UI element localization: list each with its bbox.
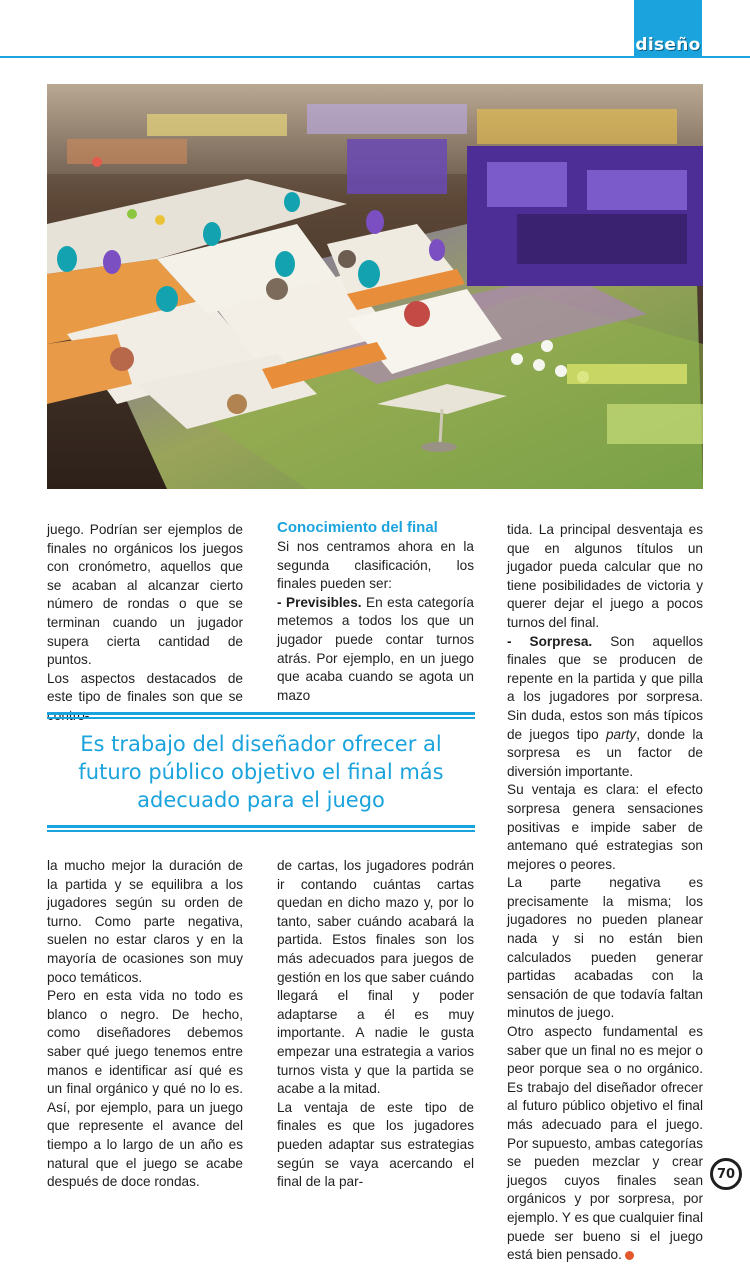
section-heading: Conocimiento del final: [277, 519, 438, 536]
section-tab: [634, 0, 702, 58]
page-number: 70: [710, 1158, 742, 1190]
emphasis: party: [606, 726, 637, 742]
paragraph: [277, 594, 474, 706]
paragraph: - Sorpresa. Son aquellos finales que se producen de repente en la partida y que pilla a los jugadores por sorpresa. Sin duda, estos son más típicos de juegos tipo party, donde la sorpresa es un factor de diversión importante.: [507, 633, 703, 779]
term-label: - Sorpresa.: [507, 633, 593, 649]
paragraph: La ventaja de este tipo de finales es que los jugadores pueden adaptar sus estrategias según se vaya acercando el final de la par-: [277, 1099, 474, 1190]
paragraph: Pero en esta vida no todo es blanco o negro. De hecho, como diseñadores debemos saber qué juego tenemos entre manos e identificar así qué es un final orgánico y qué no lo es. Así, por ejemplo, para un juego que represente el avance del tiempo a lo largo de un año es natural que el juego se acabe después de doce rondas.: [47, 988, 243, 1190]
term-label: - Previsibles.: [277, 594, 362, 610]
column-3: [507, 521, 703, 1265]
paragraph: Su ventaja es clara: el efecto sorpresa genera sensaciones positivas e impide saber de antemano qué estrategias son mejores o peores.: [507, 782, 703, 872]
column-1-bottom: [47, 857, 243, 1192]
paragraph: Otro aspecto fundamental es saber que un final no es mejor o peor porque sea o no orgánico. Es trabajo del diseñador ofrecer al futuro público objetivo el final más adecuado para el juego. Por supuesto, ambas categorías se pueden mezclar y crear juegos cuyos finales sean orgánicos y por sorpresa, por ejemplo. Y es que cualquier final puede ser bueno si el juego está bien pensado.: [507, 1024, 703, 1263]
paragraph: la mucho mejor la duración de la partida y se equilibra a los jugadores según su orden de turno. Como parte negativa, suelen no estar claros y en la mayoría de ocasiones son muy poco temáticos.: [47, 858, 243, 985]
pull-quote-bottom-rule: [47, 825, 475, 832]
column-2-top: [277, 518, 474, 705]
end-of-article-icon: [625, 1251, 634, 1260]
article-photo: [47, 84, 703, 489]
pull-quote-top-rule: [47, 712, 475, 719]
paragraph: Si nos centramos ahora en la segunda clasificación, los finales pueden ser:: [277, 539, 474, 592]
paragraph: La parte negativa es precisamente la misma; los jugadores no pueden planear nada y si no están bien calculados pueden generar partidas acabadas con la sensación de que todavía faltan minutos de juego.: [507, 875, 703, 1021]
paragraph: Los aspectos destacados de este tipo de finales son que se contro-: [47, 670, 243, 723]
pull-quote-text: Es trabajo del diseñador ofrecer al futuro público objetivo el final más adecuado para el juego: [78, 732, 444, 812]
column-2-bottom: [277, 857, 474, 1192]
board-game-illustration: [47, 84, 703, 489]
paragraph: tida. La principal desventaja es que en algunos títulos un jugador pueda calcular que no tiene posibilidades de victoria y querer dejar el juego a pocos turnos del final.: [507, 522, 703, 630]
paragraph: juego. Podrían ser ejemplos de finales no orgánicos los juegos con cronómetro, aquellos que se acaban al alcanzar cierto número de rondas o que se terminan cuando un jugador supera cierta cantidad de puntos.: [47, 522, 243, 668]
column-1-top: [47, 521, 243, 726]
paragraph: de cartas, los jugadores podrán ir contando cuántas cartas quedan en dicho mazo y, por lo tanto, saber cuándo acabará la partida. Estos finales son los más adecuados para juegos de gestión en los que saber cuándo llegará el final y poder adaptarse a él es muy importante. A nadie le gusta empezar una estrategia a varios turnos vista y que la partida se acabe a la mitad.: [277, 858, 474, 1097]
section-label: diseño: [635, 35, 701, 55]
pull-quote: [47, 712, 475, 832]
term-text: En esta categoría metemos a todos los que un jugador puede contar turnos atrás. Por ejemplo, en un juego que acaba cuando se agota un mazo: [277, 594, 474, 703]
